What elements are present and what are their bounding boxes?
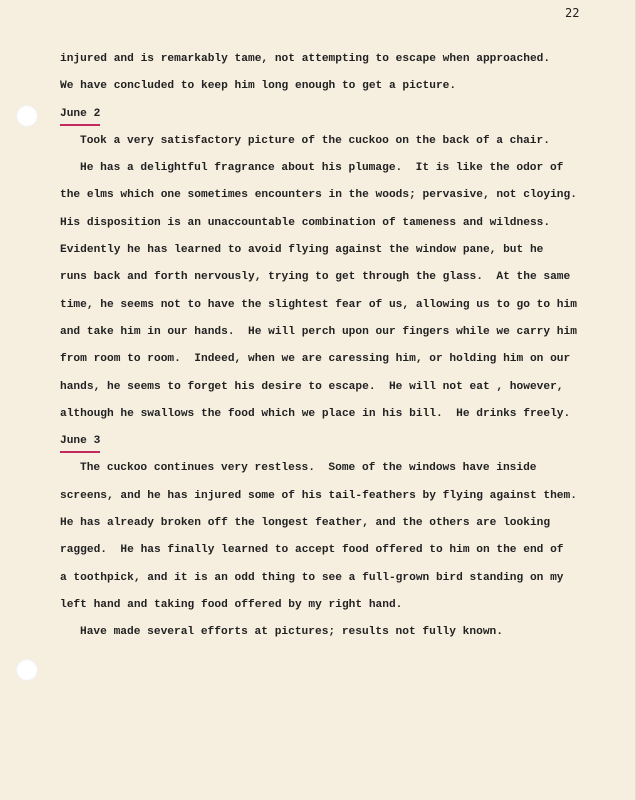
text-line: We have concluded to keep him long enough to get a picture.	[60, 80, 457, 93]
text-line: runs back and forth nervously, trying to get through the glass. At the same	[60, 271, 571, 284]
text-line: ragged. He has finally learned to accept food offered to him on the end of	[60, 544, 564, 557]
text-line: Evidently he has learned to avoid flying against the window pane, but he	[60, 244, 544, 257]
page-body	[60, 46, 620, 647]
text-line: the elms which one sometimes encounters in the woods; pervasive, not cloying.	[60, 189, 577, 202]
text-line: The cuckoo continues very restless. Some of the windows have inside	[80, 462, 537, 475]
text-line: time, he seems not to have the slightest fear of us, allowing us to go to him	[60, 298, 577, 311]
text-line: He has already broken off the longest feather, and the others are looking	[60, 517, 551, 530]
text-line: from room to room. Indeed, when we are caressing him, or holding him on our	[60, 353, 571, 366]
text-line: injured and is remarkably tame, not attempting to escape when approached.	[60, 53, 551, 65]
date-heading: June 3	[60, 431, 100, 453]
date-heading-row	[60, 428, 620, 455]
punch-hole-bottom	[16, 659, 38, 681]
text-line: hands, he seems to forget his desire to escape. He will not eat , however,	[60, 380, 564, 393]
page-number: 22	[565, 6, 580, 20]
date-heading-row	[60, 101, 620, 128]
text-line: a toothpick, and it is an odd thing to see a full-grown bird standing on my	[60, 571, 564, 584]
text-line: Have made several efforts at pictures; results not fully known.	[80, 626, 503, 639]
text-line: although he swallows the food which we place in his bill. He drinks freely.	[60, 407, 571, 420]
date-heading: June 2	[60, 104, 100, 126]
punch-hole-top	[16, 105, 38, 127]
text-line: left hand and taking food offered by my right hand.	[60, 598, 403, 611]
text-line: Took a very satisfactory picture of the cuckoo on the back of a chair.	[80, 134, 550, 147]
text-line: He has a delightful fragrance about his plumage. It is like the odor of	[80, 162, 564, 175]
text-line: screens, and he has injured some of his tail-feathers by flying against them.	[60, 489, 577, 502]
text-line: and take him in our hands. He will perch upon our fingers while we carry him	[60, 325, 577, 338]
text-line: His disposition is an unaccountable combination of tameness and wildness.	[60, 216, 551, 229]
